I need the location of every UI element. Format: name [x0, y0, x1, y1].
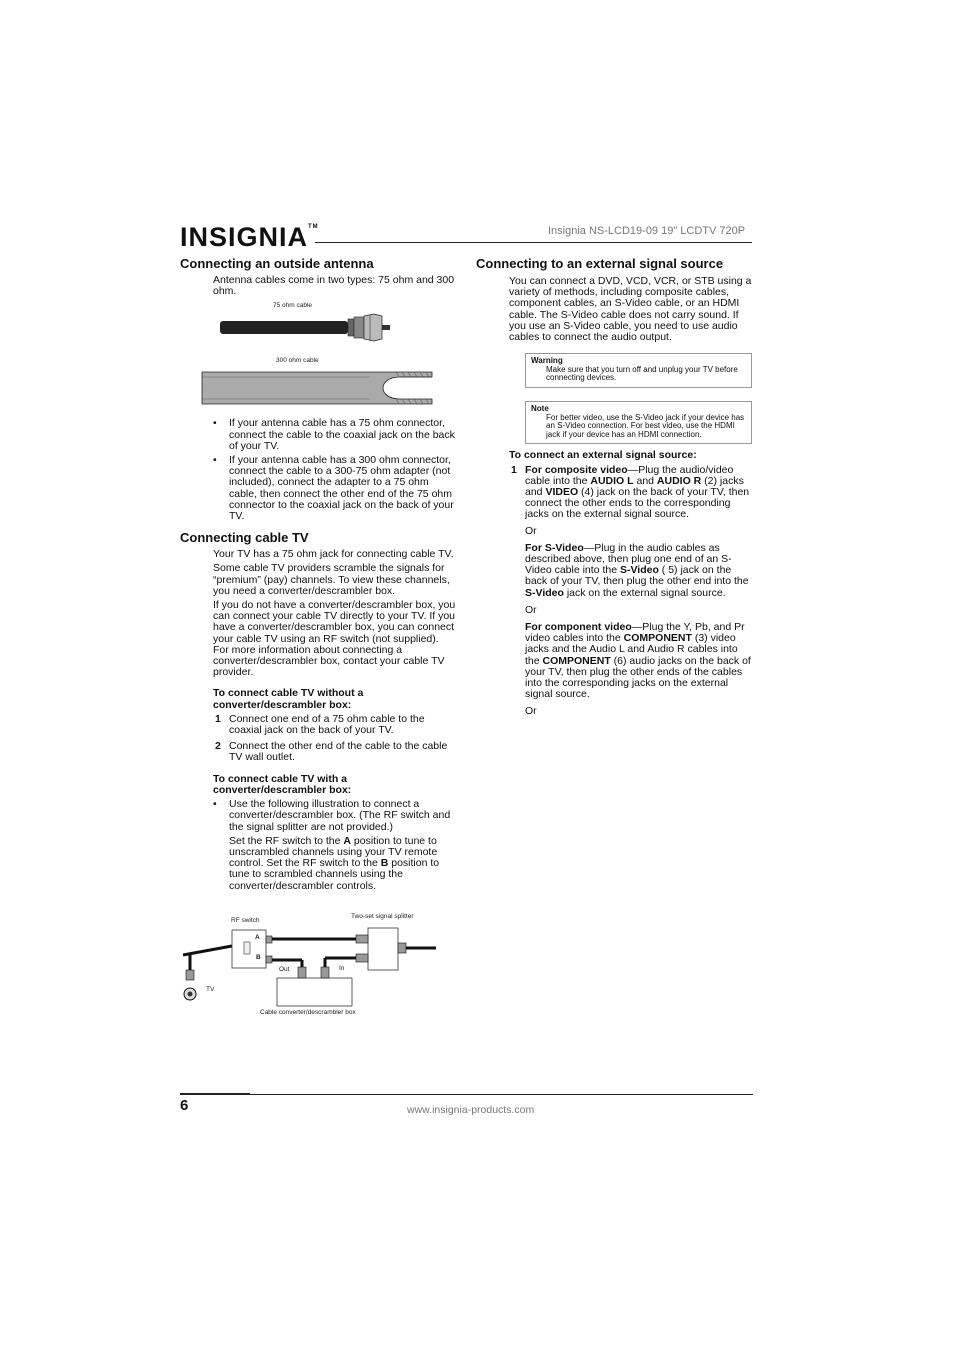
- document-title: Insignia NS-LCD19-09 19" LCDTV 720P: [548, 225, 746, 237]
- label-rf-switch: RF switch: [231, 917, 260, 924]
- antenna-intro: Antenna cables come in two types: 75 ohm and 300 ohm.: [213, 274, 455, 298]
- twin-lead-cable-illustration: [200, 369, 440, 413]
- component-instructions: For component video—Plug the Y, Pb, and Pr video cables into the COMPONENT (3) video jacks and the Audio L and Audio R cables into the COMPONENT (6) audio jacks on the back of your TV, then plug the other ends of the cables into the corresponding jacks on the external signal source.: [525, 621, 751, 701]
- warning-label: Warning: [531, 356, 563, 366]
- heading-external-source: Connecting to an external signal source: [476, 256, 724, 271]
- list-item: • Use the following illustration to connect a converter/descrambler box. (The RF switch and the signal splitter are not provided.): [213, 798, 451, 833]
- svideo-instructions: For S-Video—Plug in the audio cables as described above, then plug one end of an S-Video cable into the S-Video ( 5) jack on the back of your TV, then plug the other end into the S-Video jack on the external signal source.: [525, 541, 749, 599]
- external-source-intro: You can connect a DVD, VCD, VCR, or STB using a variety of methods, including composite cables, component cables, an S-Video cable, or an HDMI cable. The S-Video cable does not carry sound. If you use an S-Video cable, you need to use audio cables to connect the audio output.: [509, 275, 752, 344]
- label-tv: TV: [206, 986, 215, 993]
- label-switch-a: A: [255, 934, 260, 941]
- label-300-ohm: 300 ohm cable: [276, 357, 319, 365]
- label-converter-box: Cable converter/descrambler box: [260, 1009, 356, 1016]
- heading-cable-tv: Connecting cable TV: [180, 530, 309, 546]
- or-text: Or: [525, 603, 537, 616]
- footer-rule: [180, 1094, 753, 1095]
- note-label: Note: [531, 404, 549, 413]
- or-text: Or: [525, 524, 537, 537]
- label-out: Out: [279, 966, 290, 973]
- warning-text: Make sure that you turn off and unplug your TV before connecting devices.: [546, 364, 738, 383]
- rf-switch-instructions: Set the RF switch to the A position to tune to unscrambled channels using your TV remote control. Set the RF switch to the B position to tune to scrambled channels using the converter/descrambler controls.: [229, 834, 440, 892]
- right-column: [476, 256, 752, 721]
- left-column: [180, 256, 456, 895]
- label-75-ohm: 75 ohm cable: [273, 302, 313, 310]
- list-item: 2 Connect the other end of the cable to the cable TV wall outlet.: [215, 740, 448, 764]
- or-text: Or: [525, 705, 537, 718]
- heading-outside-antenna: Connecting an outside antenna: [180, 256, 374, 271]
- cable-converter-diagram: [180, 910, 440, 1022]
- list-item: • If your antenna cable has a 75 ohm connector, connect the cable to the coaxial jack on the back of your TV.: [213, 417, 455, 452]
- procedure-title: To connect cable TV without a converter/descrambler box:: [213, 687, 364, 711]
- list-item: • If your antenna cable has a 300 ohm connector, connect the cable to a 300-75 ohm adapter (not included), connect the adapter to a 75 ohm cable, then connect the other end of the 75 ohm connector to the coaxial jack on the back of your TV.: [213, 454, 454, 523]
- label-signal-splitter: Two-set signal splitter: [351, 913, 414, 920]
- label-switch-b: B: [256, 954, 261, 961]
- brand-logo: INSIGNIA™: [180, 222, 319, 252]
- list-item: 1 Connect one end of a 75 ohm cable to the coaxial jack on the back of your TV.: [215, 712, 425, 737]
- coax-cable-illustration: [218, 313, 438, 343]
- footer-rule-accent: [180, 1093, 250, 1095]
- warning-box: [525, 353, 752, 388]
- note-text: For better video, use the S-Video jack if your device has an S-Video connection. For best video, use the HDMI jack if your device has an HDMI connection.: [546, 412, 745, 439]
- footer-url[interactable]: www.insignia-products.com: [407, 1104, 535, 1116]
- external-source-procedure: [509, 450, 752, 717]
- header-rule: [315, 242, 752, 243]
- antenna-bullets: [213, 418, 456, 522]
- label-in: In: [339, 965, 345, 972]
- procedure-title: To connect cable TV with a converter/descrambler box:: [213, 772, 352, 796]
- list-item: 1 For composite video—Plug the audio/video cable into the AUDIO L and AUDIO R (2) jacks and VIDEO (4) jack on the back of your TV, then connect the other ends to the corresponding jacks on the external signal source.: [511, 463, 750, 521]
- antenna-cable-figure: [180, 301, 456, 412]
- procedure-title: To connect an external signal source:: [509, 449, 697, 462]
- page-number: 6: [180, 1097, 189, 1114]
- cable-tv-body: Your TV has a 75 ohm jack for connecting cable TV. Some cable TV providers scramble the signals for “premium” (pay) channels. To view these channels, you need a converter/descrambler box. If you do not have a converter/descrambler box, you can connect your cable TV directly to your TV. If you have a converter/descrambler box, you can connect your cable TV using an RF switch (not supplied). For more information about connecting a converter/descrambler box, contact your cable TV provider. To connect cable TV without a converter/descrambler box: 1 Connect one end of a 75 ohm cable to the coaxial jack on the back of your TV. 2 Connect the other end of the cable to the cable TV wall outlet. To connect cable TV with a converter/descrambler box: • Use the following illustration to connect a converter/descrambler box. (The RF switch and the signal splitter are not provided.) Set the RF switch to the A position to tune to unscrambled channels using your TV remote control. Set the RF switch to the B position to tune to scrambled channels using the converter/descrambler controls.: [213, 548, 456, 892]
- note-box: [525, 401, 752, 444]
